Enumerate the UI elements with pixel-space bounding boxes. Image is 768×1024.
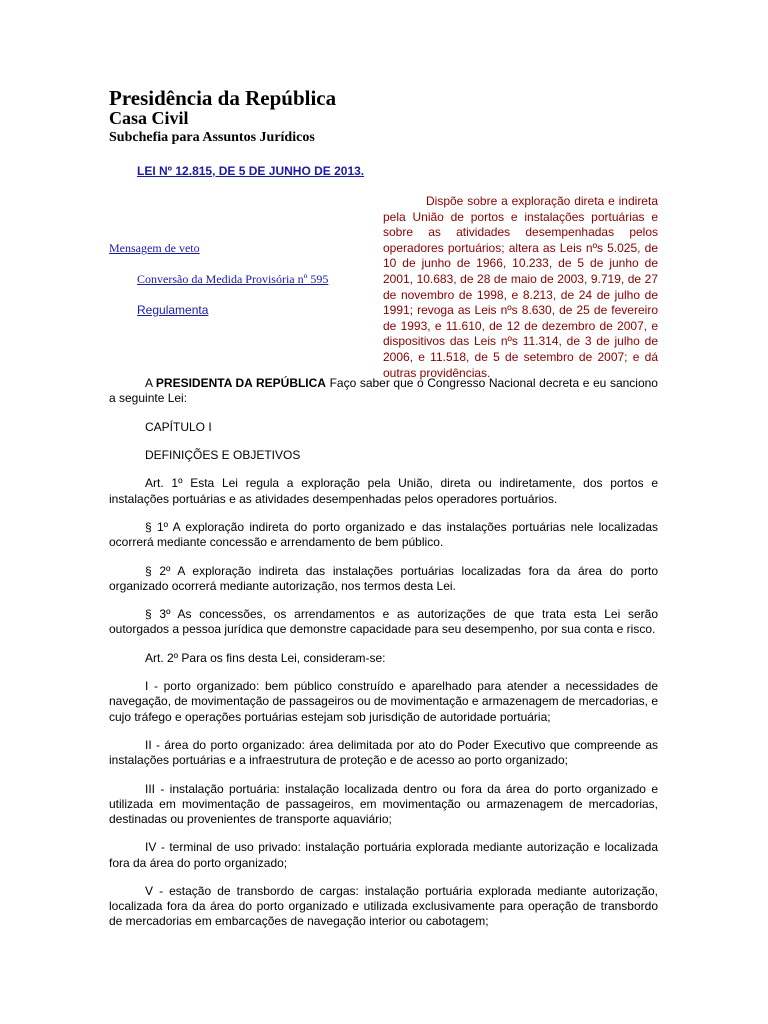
article-1-paragraph-2: § 2º A exploração indireta das instalações portuárias localizadas fora da área do porto organizado ocorrerá mediante autorização, nos termos desta Lei.: [109, 563, 658, 593]
veto-message-link[interactable]: Mensagem de veto: [109, 241, 200, 255]
article-1-paragraph-3: § 3º As concessões, os arrendamentos e as autorizações de que trata esta Lei serão outorgados a pessoa jurídica que demonstre capacidade para seu desempenho, por sua conta e risco.: [109, 607, 658, 637]
article-2-item-iii: III - instalação portuária: instalação localizada dentro ou fora da área do porto organizado e utilizada em movimentação de passageiros, em movimentação ou armazenagem de mercadorias, destinadas ou provenientes de transporte aquaviário;: [109, 781, 658, 826]
page-subtitle: Casa Civil: [109, 108, 189, 128]
article-1-paragraph-1: § 1º A exploração indireta do porto organizado e das instalações portuárias nele localizadas ocorrerá mediante concessão e arrendamento de bem público.: [109, 519, 658, 550]
enactment-text: Faço saber que o Congresso Nacional decreta e eu sanciono a seguinte Lei:: [109, 376, 658, 406]
article-2: Art. 2º Para os fins desta Lei, consideram-se:: [145, 650, 386, 665]
article-2-item-i: I - porto organizado: bem público construído e aparelhado para atender a necessidades de navegação, de movimentação de passageiros ou de movimentação e armazenagem de mercadorias, e cujo tráfego e operações portuárias estejam sob jurisdição de autoridade portuária;: [109, 679, 658, 724]
page-subtitle-secondary: Subchefia para Assuntos Jurídicos: [109, 130, 315, 145]
page-title: Presidência da República: [109, 86, 337, 110]
law-body: [109, 376, 658, 943]
article-2-item-ii: II - área do porto organizado: área delimitada por ato do Poder Executivo que compreende as instalações portuárias e a infraestrutura de proteção e de acesso ao porto organizado;: [109, 737, 658, 768]
article-2-item-v: V - estação de transbordo de cargas: instalação portuária explorada mediante autorização, localizada fora da área do porto organizado e utilizada exclusivamente para operação de transbordo de mercadorias em embarcações de navegação interior ou cabotagem;: [109, 883, 658, 929]
chapter-heading: CAPÍTULO I: [145, 419, 212, 434]
law-title-link[interactable]: LEI Nº 12.815, DE 5 DE JUNHO DE 2013.: [137, 164, 365, 178]
enactment-prefix: A: [145, 376, 156, 390]
law-summary: Dispõe sobre a exploração direta e indireta pela União de portos e instalações portuárias e sobre as atividades desempenhadas pelos operadores portuários; altera as Leis nºs 5.025, de 10 de junho de 1966, 10.233, de 5 de junho de 2001, 10.683, de 28 de maio de 2003, 9.719, de 27 de novembro de 1998, e 8.213, de 24 de julho de 1991; revoga as Leis nºs 8.630, de 25 de fevereiro de 1993, e 11.610, de 12 de dezembro de 2007, e dispositivos das Leis nºs 11.314, de 3 de julho de 2006, e 11.518, de 5 de setembro de 2007; e dá outras providências.: [383, 194, 658, 380]
article-1: Art. 1º Esta Lei regula a exploração pela União, direta ou indiretamente, dos portos e instalações portuárias e as atividades desempenhadas pelos operadores portuários.: [109, 476, 658, 506]
article-2-item-iv: IV - terminal de uso privado: instalação portuária explorada mediante autorização e localizada fora da área do porto organizado;: [109, 840, 658, 870]
provisional-measure-link[interactable]: Conversão da Medida Provisória nº 595: [137, 272, 329, 286]
enactment-authority: PRESIDENTA DA REPÚBLICA: [155, 376, 326, 390]
regulation-link[interactable]: Regulamenta: [137, 303, 209, 317]
enactment-clause: [109, 376, 658, 406]
chapter-title: DEFINIÇÕES E OBJETIVOS: [145, 447, 301, 462]
